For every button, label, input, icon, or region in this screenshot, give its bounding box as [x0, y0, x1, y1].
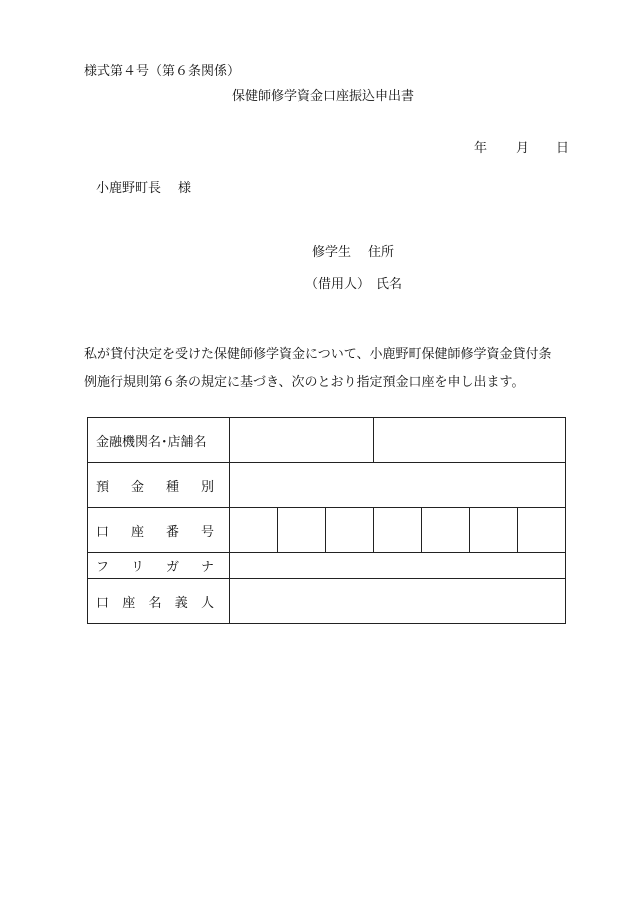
account-digit-6-field[interactable] — [470, 508, 518, 553]
name-label: 氏名 — [376, 277, 403, 292]
account-holder-label — [88, 579, 230, 624]
account-digit-4-field[interactable] — [374, 508, 422, 553]
account-digit-1-field[interactable] — [230, 508, 278, 553]
label-char: 義 — [174, 595, 188, 611]
borrower-label: （借用人） — [305, 277, 371, 292]
account-digit-3-field[interactable] — [326, 508, 374, 553]
label-char: 口 — [96, 524, 110, 540]
document-title: 保健師修学資金口座振込申出書 — [232, 89, 415, 104]
deposit-type-label — [88, 463, 230, 508]
label-char: 別 — [200, 479, 214, 495]
table-row-furigana — [88, 553, 566, 579]
table-row-bank — [88, 418, 566, 463]
date-day-label: 日 — [556, 141, 570, 156]
label-char: 金 — [130, 479, 144, 495]
furigana-field[interactable] — [230, 553, 566, 579]
label-char: 号 — [200, 524, 214, 540]
label-char: 名 — [148, 595, 162, 611]
table-row-account-holder — [88, 579, 566, 624]
label-char: 座 — [122, 595, 136, 611]
label-char: 座 — [130, 524, 144, 540]
form-number: 様式第４号（第６条関係） — [84, 64, 241, 79]
applicant-role-label: 修学生 — [312, 245, 352, 260]
bank-name-field[interactable] — [230, 418, 374, 463]
label-char: ガ — [165, 560, 179, 575]
label-char: 預 — [96, 479, 110, 495]
body-text-line-2: 例施行規則第６条の規定に基づき、次のとおり指定預金口座を申し出ます。 — [84, 375, 525, 390]
label-char: ナ — [200, 560, 214, 575]
addressee-honorific: 様 — [178, 181, 192, 196]
account-holder-field[interactable] — [230, 579, 566, 624]
label-char: 番 — [165, 524, 179, 540]
label-char: フ — [96, 560, 110, 575]
furigana-label — [88, 553, 230, 579]
deposit-type-field[interactable] — [230, 463, 566, 508]
date-month-label: 月 — [516, 141, 530, 156]
table-row-deposit-type — [88, 463, 566, 508]
table-row-account-number — [88, 508, 566, 553]
label-char: 種 — [165, 479, 179, 495]
label-char: リ — [130, 560, 144, 575]
account-number-label — [88, 508, 230, 553]
account-digit-5-field[interactable] — [422, 508, 470, 553]
bank-account-table — [87, 417, 566, 624]
branch-name-field[interactable] — [374, 418, 566, 463]
account-digit-2-field[interactable] — [278, 508, 326, 553]
address-label: 住所 — [368, 245, 395, 260]
body-text-line-1: 私が貸付決定を受けた保健師修学資金について、小鹿野町保健師修学資金貸付条 — [84, 347, 552, 362]
label-char: 口 — [96, 595, 110, 611]
bank-branch-label: 金融機関名･店舗名 — [88, 418, 230, 463]
addressee-name: 小鹿野町長 — [96, 181, 162, 196]
label-char: 人 — [200, 595, 214, 611]
account-digit-7-field[interactable] — [518, 508, 566, 553]
date-year-label: 年 — [474, 141, 488, 156]
